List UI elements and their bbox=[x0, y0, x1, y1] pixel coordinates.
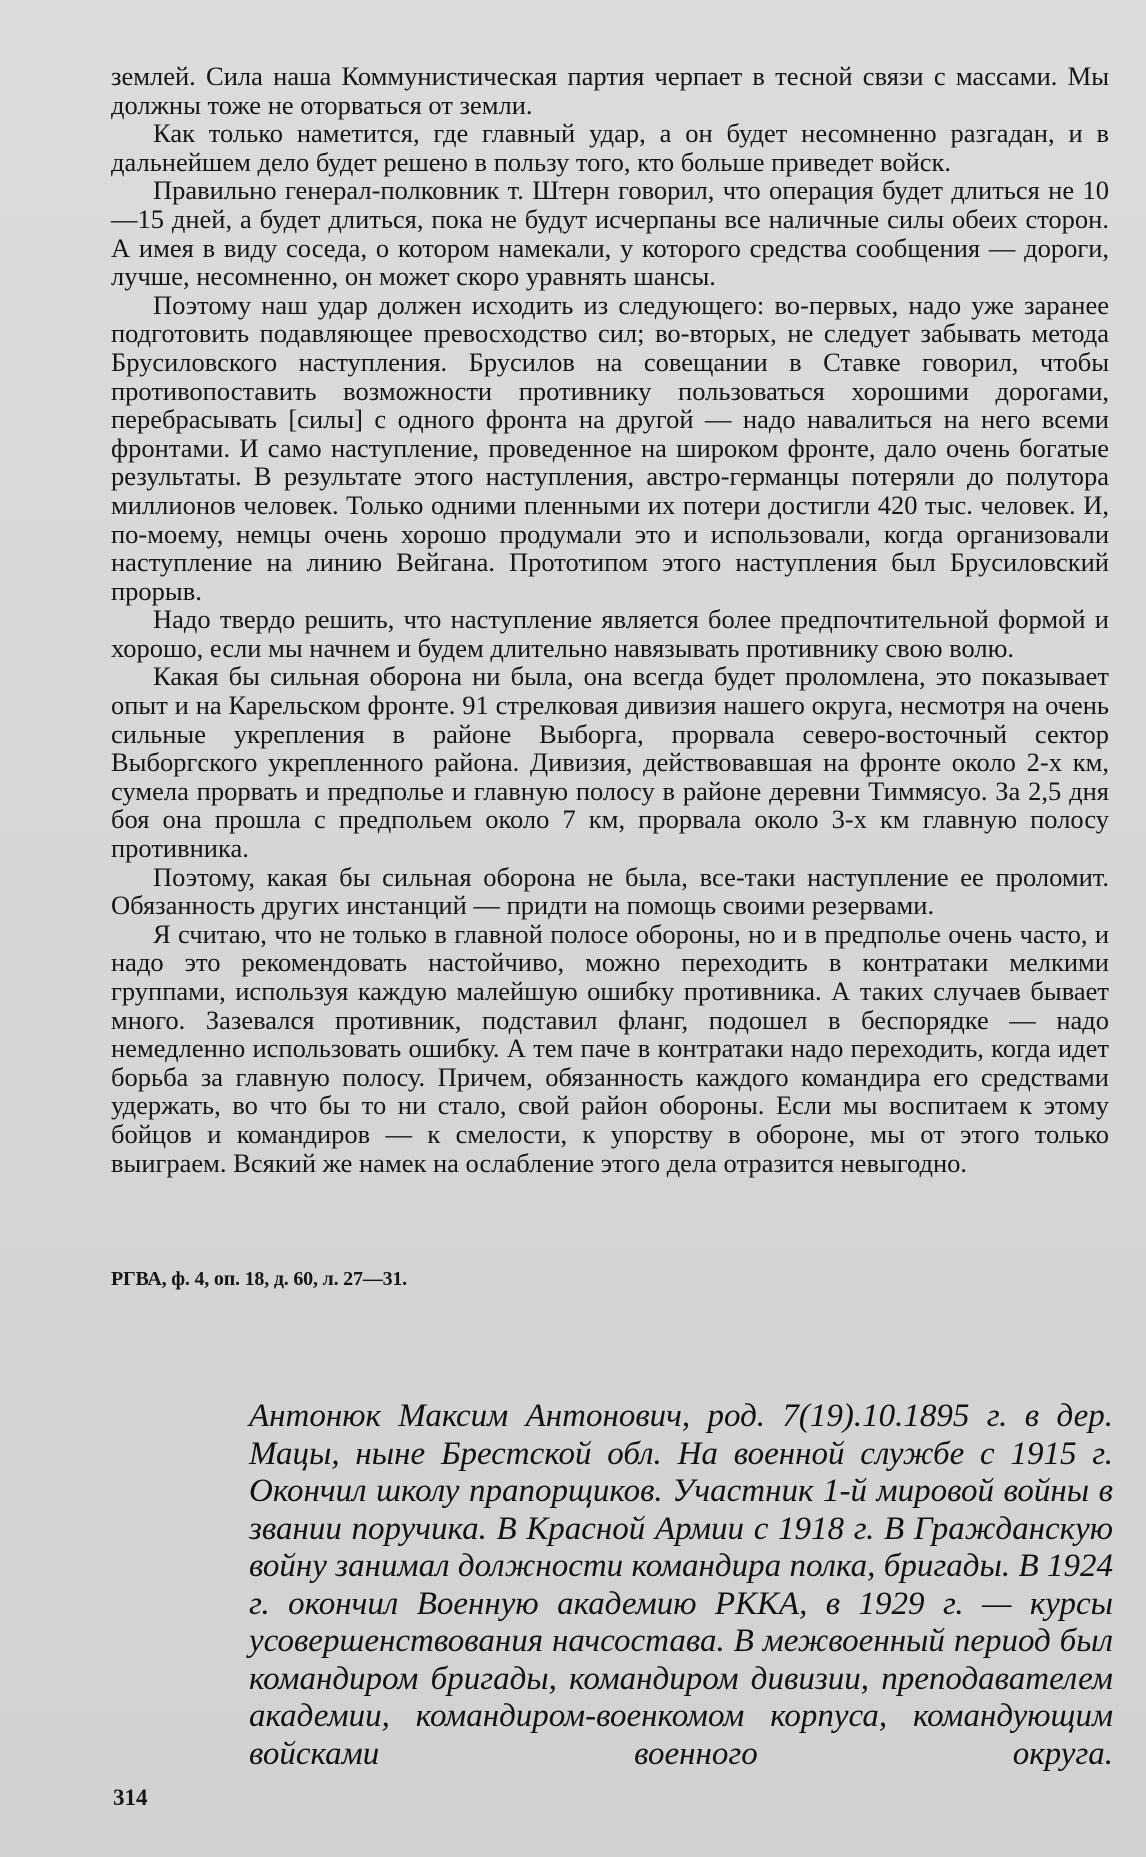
biography-footnote: Антонюк Максим Антонович, род. 7(19).10.1895 г. в дер. Мацы, ныне Брестской обл. На военной службе с 1915 г. Окончил школу прапорщиков. Участник 1-й мировой войны в звании поручика. В Красной Армии с 1918 г. В Гражданскую войну занимал должности командира полка, бригады. В 1924 г. окончил Военную академию РККА, в 1929 г. — курсы усовершенствования начсостава. В межвоенный период был командиром бригады, командиром дивизии, преподавателем академии, командиром-военкомом корпуса, командующим войсками военного округа. bbox=[249, 1398, 1113, 1772]
paragraph: Надо твердо решить, что наступление является более предпочтительной формой и хорошо, если мы начнем и будем длительно навязывать противнику свою волю. bbox=[111, 604, 1109, 663]
paragraph: Какая бы сильная оборона ни была, она всегда будет проломлена, это показывает опыт и на Карельском фронте. 91 стрелковая дивизия нашего округа, несмотря на очень сильные укрепления в районе Выборга, прорвала северо-восточный сектор Выборгского укрепленного района. Дивизия, действовавшая на фронте около 2-х км, сумела прорвать и предполье и главную полосу в районе деревни Тиммясуо. За 2,5 дня боя она прошла с предпольем около 7 км, прорвала около 3-х км главную полосу противника. bbox=[111, 661, 1109, 864]
paragraph: Я считаю, что не только в главной полосе обороны, но и в предполье очень часто, и надо это рекомендовать настойчиво, можно переходить в контратаки мелкими группами, используя каждую малейшую ошибку противника. А таких случаев бывает много. Зазевался противник, подставил фланг, подошел в беспорядке — надо немедленно использовать ошибку. А тем паче в контратаки надо переходить, когда идет борьба за главную полосу. Причем, обязанность каждого командира его средствами удержать, во что бы то ни стало, свой район обороны. Если мы воспитаем к этому бойцов и командиров — к смелости, к упорству в обороне, мы от этого только выиграем. Всякий же намек на ослабление этого дела отразится невыгодно. bbox=[111, 918, 1109, 1178]
paragraph: Поэтому, какая бы сильная оборона не была, все-таки наступление ее проломит. Обязанность других инстанций — придти на помощь своими резервами. bbox=[111, 861, 1109, 921]
main-text-block bbox=[111, 62, 1109, 1177]
paragraph: Правильно генерал-полковник т. Штерн говорил, что операция будет длиться не 10—15 дней, а будет длиться, пока не будут исчерпаны все наличные силы обеих сторон. А имея в виду соседа, о котором намекали, у которого средства сообщения — дороги, лучше, несомненно, он может скоро уравнять шансы. bbox=[111, 175, 1109, 292]
page-number: 314 bbox=[113, 1785, 148, 1810]
paragraph: Как только наметится, где главный удар, а он будет несомненно разгадан, и в дальнейшем дело будет решено в пользу того, кто больше приведет войск. bbox=[111, 118, 1109, 177]
paragraph: Поэтому наш удар должен исходить из следующего: во-первых, надо уже заранее подготовить подавляющее превосходство сил; во-вторых, не следует забывать метода Брусиловского наступления. Брусилов на совещании в Ставке говорил, чтобы противопоставить возможности противнику пользоваться хорошими дорогами, перебрасывать [силы] с одного фронта на другой — надо навалиться на него всеми фронтами. И само наступление, проведенное на широком фронте, дало очень богатые результаты. В результате этого наступления, австро-германцы потеряли до полутора миллионов человек. Только одними пленными их потери достигли 420 тыс. человек. И, по-моему, немцы очень хорошо продумали это и использовали, когда организовали наступление на линию Вейгана. Прототипом этого наступления был Брусиловский прорыв. bbox=[111, 289, 1109, 606]
archive-source-reference: РГВА, ф. 4, оп. 18, д. 60, л. 27—31. bbox=[111, 1268, 407, 1290]
paragraph: землей. Сила наша Коммунистическая партия черпает в тесной связи с массами. Мы должны тоже не оторваться от земли. bbox=[111, 61, 1109, 120]
